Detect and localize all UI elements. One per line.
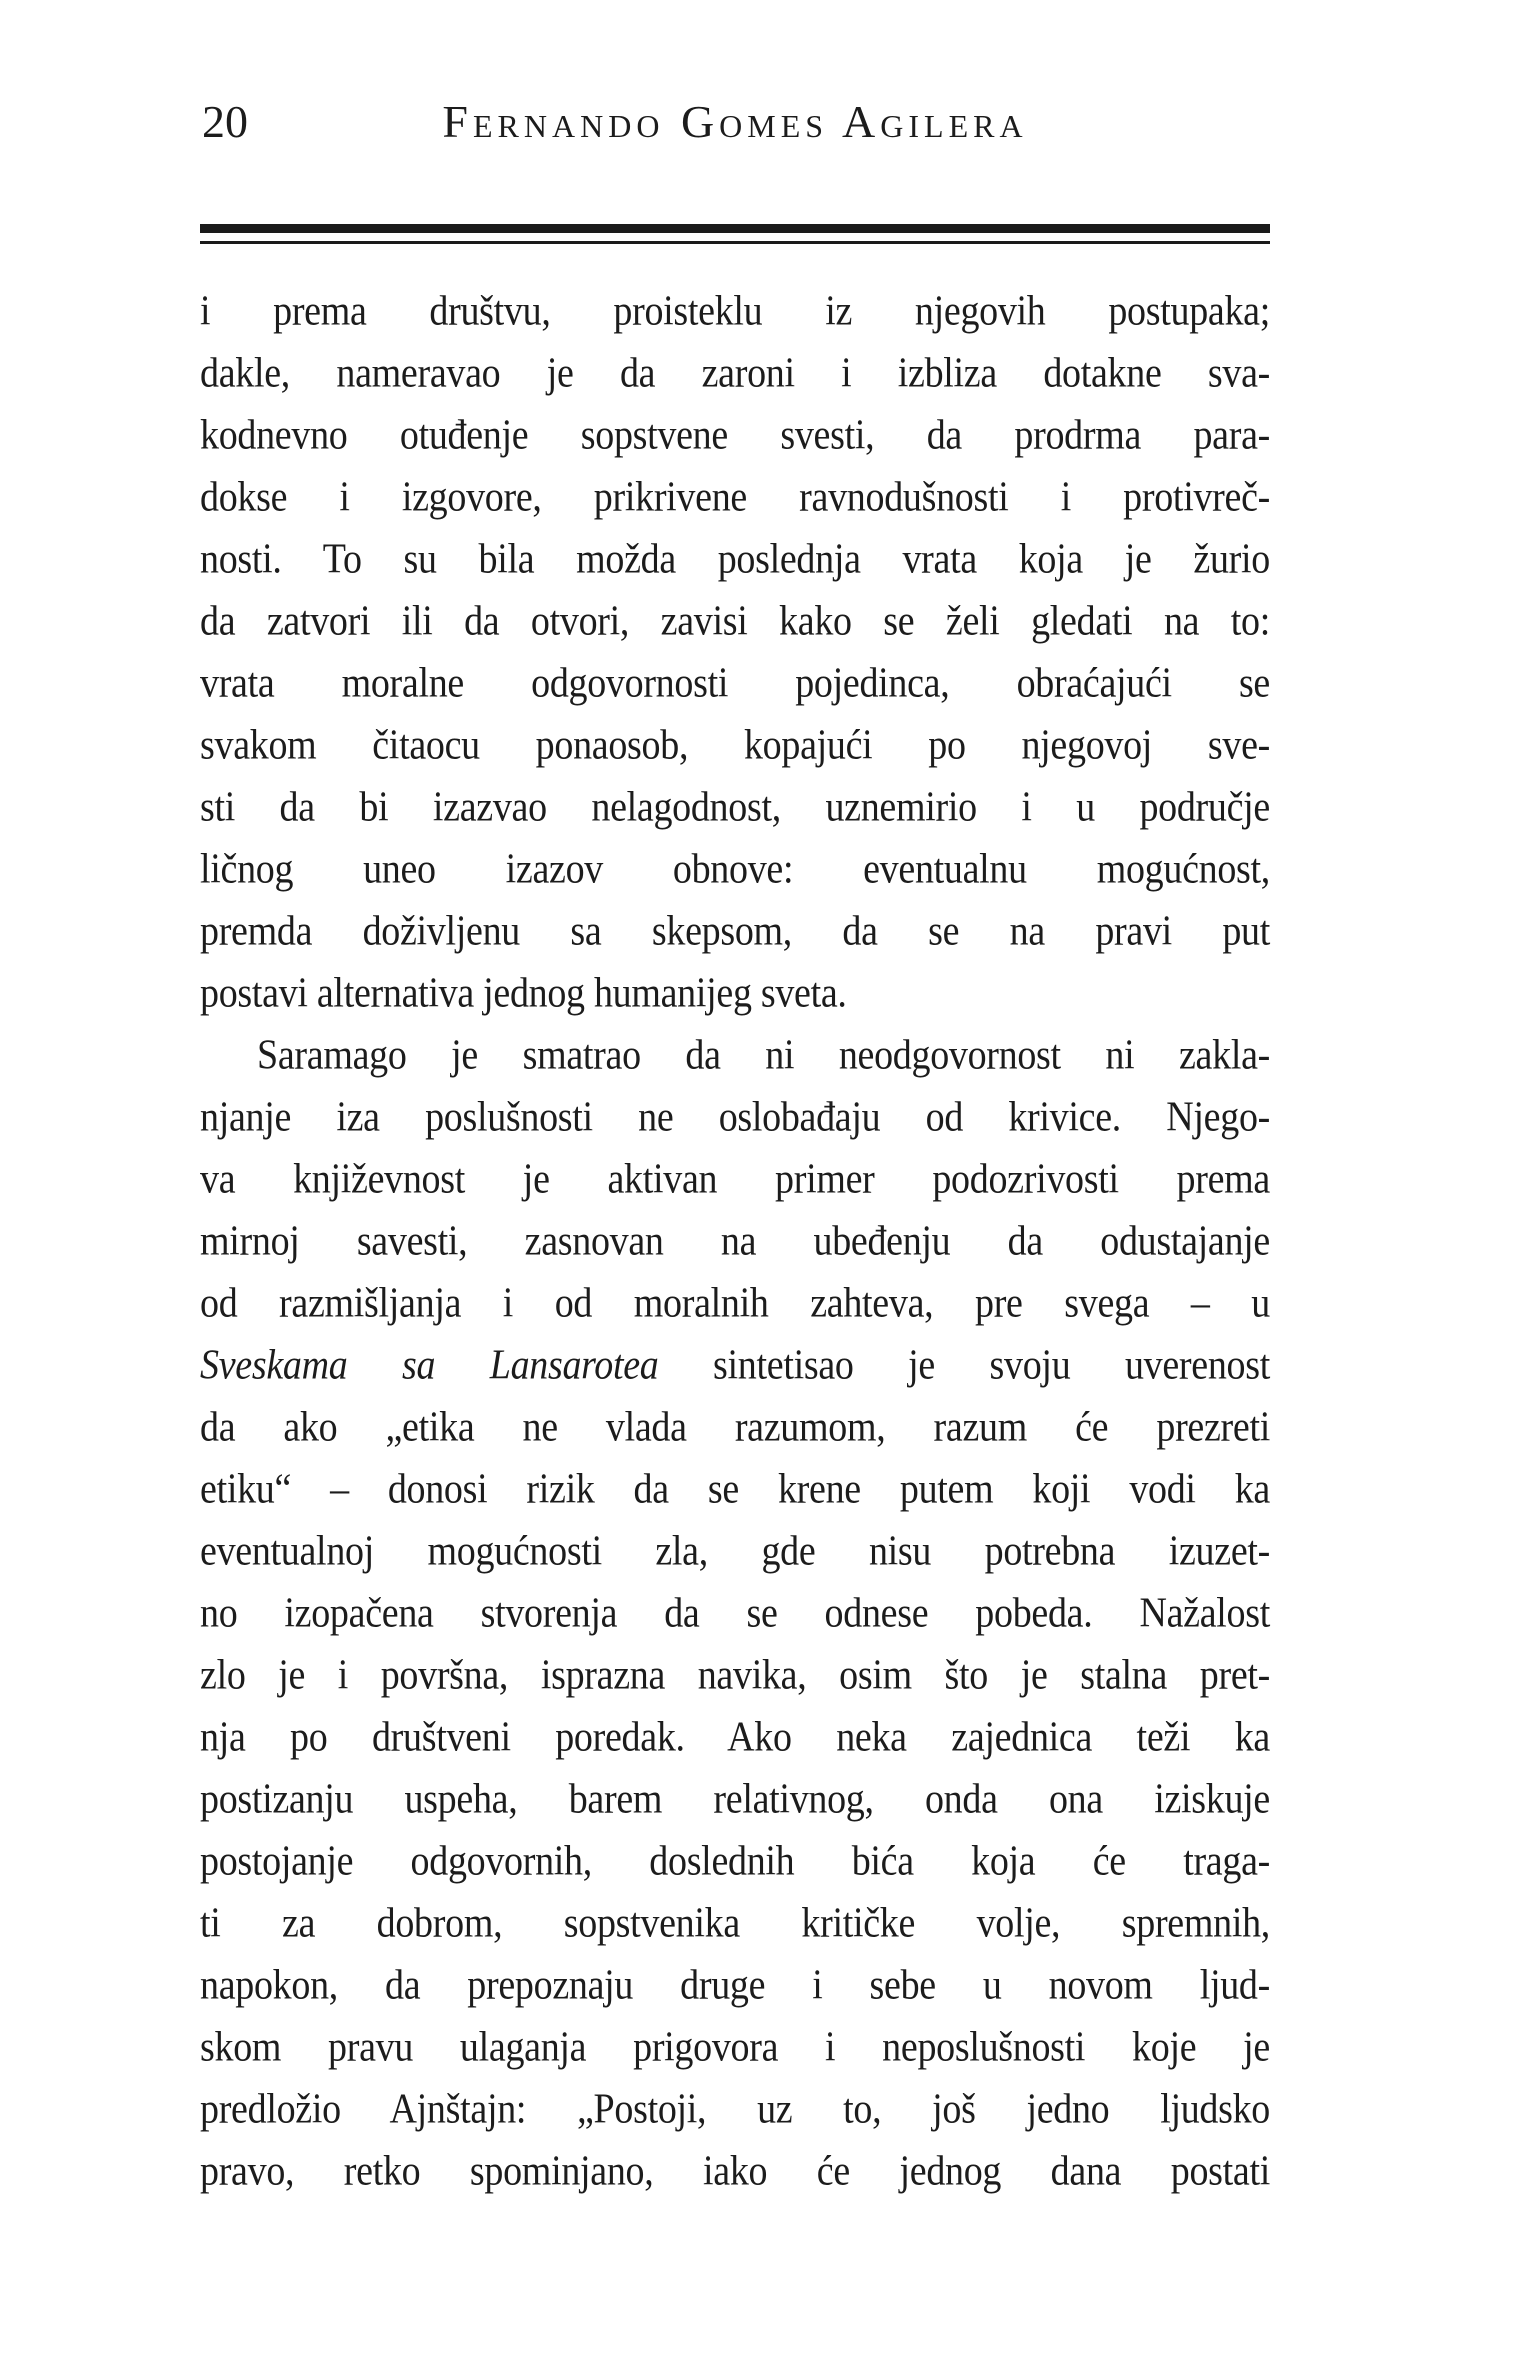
text-line: da ako „etika ne vlada razumom, razum će prezreti bbox=[200, 1403, 1270, 1451]
text-line: i prema društvu, proisteklu iz njegovih postupaka; bbox=[200, 287, 1270, 335]
text-line: dokse i izgovore, prikrivene ravnodušnosti i protivreč- bbox=[200, 473, 1270, 521]
text-line: sti da bi izazvao nelagodnost, uznemirio i u područje bbox=[200, 783, 1270, 831]
text-line: zlo je i površna, isprazna navika, osim što je stalna pret- bbox=[200, 1651, 1270, 1699]
book-title-italic: Sveskama sa Lansarotea bbox=[200, 1341, 659, 1389]
text-line: nja po društveni poredak. Ako neka zajednica teži ka bbox=[200, 1713, 1270, 1761]
text-line: mirnoj savesti, zasnovan na ubeđenju da odustajanje bbox=[200, 1217, 1270, 1265]
text-line: nosti. To su bila možda poslednja vrata koja je žurio bbox=[200, 535, 1270, 583]
page-column bbox=[200, 0, 1270, 2202]
text-line: etiku“ – donosi rizik da se krene putem koji vodi ka bbox=[200, 1465, 1270, 1513]
header-rule bbox=[200, 224, 1270, 244]
text-line: pravo, retko spominjano, iako će jednog dana postati bbox=[200, 2147, 1270, 2195]
text-line: eventualnoj mogućnosti zla, gde nisu potrebna izuzet- bbox=[200, 1527, 1270, 1575]
text-line: njanje iza poslušnosti ne oslobađaju od krivice. Njego- bbox=[200, 1093, 1270, 1141]
text-line: kodnevno otuđenje sopstvene svesti, da prodrma para- bbox=[200, 411, 1270, 459]
text-line: predložio Ajnštajn: „Postoji, uz to, još jedno ljudsko bbox=[200, 2085, 1270, 2133]
text-line: no izopačena stvorenja da se odnese pobeda. Nažalost bbox=[200, 1589, 1270, 1637]
text-line: skom pravu ulaganja prigovora i neposlušnosti koje je bbox=[200, 2023, 1270, 2071]
text-line: dakle, nameravao je da zaroni i izbliza dotakne sva- bbox=[200, 349, 1270, 397]
text-line: svakom čitaocu ponaosob, kopajući po njegovoj sve- bbox=[200, 721, 1270, 769]
text-line-paragraph-end: postavi alternativa jednog humanijeg sveta. bbox=[200, 969, 847, 1017]
text-line-paragraph-start: Saramago je smatrao da ni neodgovornost ni zakla- bbox=[257, 1031, 1270, 1079]
text-line: od razmišljanja i od moralnih zahteva, pre svega – u bbox=[200, 1279, 1270, 1327]
text-line: ti za dobrom, sopstvenika kritičke volje, spremnih, bbox=[200, 1899, 1270, 1947]
text-line: va književnost je aktivan primer podozrivosti prema bbox=[200, 1155, 1270, 1203]
text-line: premda doživljenu sa skepsom, da se na pravi put bbox=[200, 907, 1270, 955]
text-line bbox=[200, 1330, 1270, 1399]
running-head bbox=[200, 98, 1270, 146]
text-line: da zatvori ili da otvori, zavisi kako se želi gledati na to: bbox=[200, 597, 1270, 645]
text-line: postojanje odgovornih, doslednih bića koja će traga- bbox=[200, 1837, 1270, 1885]
running-header-title: Fernando Gomes Agilera bbox=[442, 96, 1028, 147]
text-line: vrata moralne odgovornosti pojedinca, obraćajući se bbox=[200, 659, 1270, 707]
page-number: 20 bbox=[202, 96, 248, 147]
text-line: napokon, da prepoznaju druge i sebe u novom ljud- bbox=[200, 1961, 1270, 2009]
body-text bbox=[200, 280, 1270, 2202]
text-line-segment: sintetisao je svoju uverenost bbox=[658, 1341, 1270, 1389]
text-line: postizanju uspeha, barem relativnog, onda ona iziskuje bbox=[200, 1775, 1270, 1823]
text-line: ličnog uneo izazov obnove: eventualnu mogućnost, bbox=[200, 845, 1270, 893]
